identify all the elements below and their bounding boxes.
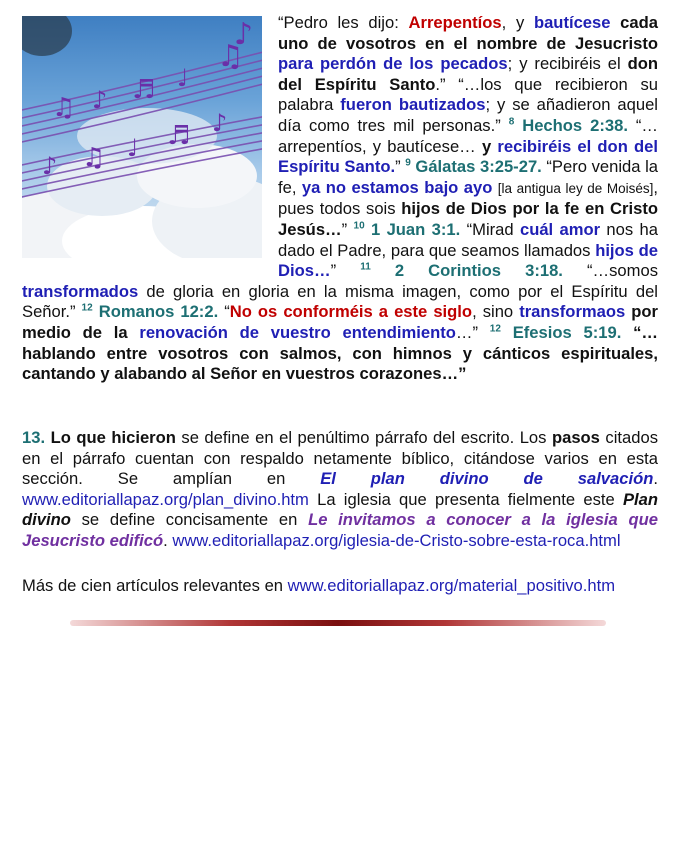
footnote-number: 8 bbox=[508, 116, 515, 128]
url-link-material-positivo[interactable]: www.editoriallapaz.org/material_positivo.htm bbox=[287, 576, 616, 595]
text-run: se define concisamente en bbox=[70, 510, 309, 530]
text-run: “Mirad bbox=[460, 219, 520, 239]
text-run: de gloria en gloria en la misma imagen, como por el Espíritu del Señor.” bbox=[22, 281, 658, 322]
text-run: se define en el penúltimo párrafo del escrito. Los bbox=[175, 428, 552, 447]
text-run: Más de cien artículos relevantes en bbox=[22, 576, 288, 595]
bold-text: pasos bbox=[551, 428, 600, 447]
highlight-blue: transformados bbox=[22, 281, 139, 301]
text-run: , pues todos sois bbox=[278, 177, 658, 219]
text-run: …” bbox=[455, 322, 490, 342]
text-run: “…arrepentíos, y bautícese… bbox=[278, 115, 659, 156]
text-run: “…somos bbox=[562, 261, 658, 281]
bible-quotes-paragraph bbox=[22, 13, 658, 385]
svg-text:♫: ♫ bbox=[82, 143, 106, 173]
scripture-reference: Romanos 12:2. bbox=[92, 302, 219, 322]
text-run: “Pedro les dijo: bbox=[278, 13, 409, 32]
text-run: ; y recibiréis el bbox=[507, 54, 628, 74]
highlight-red: Arrepentíos bbox=[408, 13, 502, 32]
article-title-link[interactable]: El plan divino de salvación bbox=[320, 469, 654, 489]
text-run: . bbox=[163, 530, 173, 550]
svg-text:♪: ♪ bbox=[234, 17, 254, 52]
url-link-iglesia[interactable]: www.editoriallapaz.org/iglesia-de-Cristo-sobre-esta-roca.html bbox=[172, 530, 621, 550]
scripture-reference: Gálatas 3:25-27. bbox=[410, 157, 542, 177]
bold-italic-text: Plan divino bbox=[22, 489, 658, 530]
scripture-reference: Efesios 5:19. bbox=[500, 322, 622, 342]
highlight-blue: fueron bautizados bbox=[340, 95, 486, 115]
bold-text: y bbox=[481, 136, 492, 156]
music-staff-icon bbox=[22, 16, 262, 258]
highlight-blue: cuál amor bbox=[519, 219, 601, 239]
footnote-number: 11 bbox=[360, 261, 371, 273]
footnote-number: 12 bbox=[489, 323, 501, 335]
bracket-note: [la antigua ley de Moisés] bbox=[497, 180, 654, 196]
highlight-blue: bautícese bbox=[533, 13, 611, 32]
svg-text:♫: ♫ bbox=[217, 39, 244, 74]
bold-text: “…hablando entre vosotros con salmos, con himnos y cánticos espirituales, cantando y alabando al Señor en vuestros corazones…” bbox=[22, 322, 658, 384]
footnote-number: 12 bbox=[81, 302, 93, 314]
highlight-blue: hijos de Dios… bbox=[278, 240, 658, 281]
note-number: 13. bbox=[22, 428, 46, 447]
bold-text: Lo que hicieron bbox=[45, 428, 176, 447]
text-run: ; y se añadieron aquel día como tres mil personas.” bbox=[278, 95, 658, 135]
text-run: “ bbox=[218, 302, 230, 322]
text-run: La iglesia que presenta fielmente este bbox=[308, 489, 623, 509]
highlight-red: No os conforméis a este siglo bbox=[229, 302, 473, 322]
url-link-plan-divino[interactable]: www.editoriallapaz.org/plan_divino.htm bbox=[22, 489, 309, 509]
text-run: , y bbox=[501, 13, 534, 32]
highlight-blue: ya no estamos bajo ayo bbox=[301, 177, 493, 197]
text-run: “Pero venida la fe, bbox=[278, 157, 659, 197]
music-notes-clouds-image bbox=[22, 16, 262, 258]
highlight-blue: recibiréis el don del Espíritu Santo. bbox=[278, 136, 658, 177]
text-run: .” “…los que recibieron su palabra bbox=[278, 74, 658, 115]
text-run: ” bbox=[395, 157, 406, 177]
text-run: . bbox=[653, 469, 659, 489]
svg-text:♩: ♩ bbox=[177, 64, 189, 92]
footnote-number: 9 bbox=[405, 157, 411, 169]
svg-text:♪: ♪ bbox=[92, 86, 108, 114]
highlight-blue: transformaos bbox=[519, 302, 626, 322]
scripture-reference: Hechos 2:38. bbox=[514, 115, 628, 135]
scripture-reference: 2 Corintios 3:18. bbox=[370, 261, 563, 281]
decorative-divider bbox=[70, 620, 606, 626]
bold-text: cada uno de vosotros en el nombre de Jesucristo bbox=[278, 13, 659, 53]
text-run: ” bbox=[341, 219, 354, 239]
text-run: , sino bbox=[472, 302, 520, 322]
footnote-number: 10 bbox=[353, 220, 365, 232]
bold-text: por medio de la bbox=[22, 302, 659, 342]
text-run: citados en el párrafo cuentan con respaldo netamente bíblico, citándose varios en esta sección. Se amplían en bbox=[22, 428, 659, 489]
note-13-paragraph bbox=[22, 428, 658, 552]
more-articles-paragraph bbox=[22, 576, 658, 597]
svg-text:♪: ♪ bbox=[42, 152, 58, 180]
highlight-blue: para perdón de los pecados bbox=[278, 54, 508, 74]
text-run: nos ha dado el Padre, para que seamos llamados bbox=[278, 219, 658, 260]
text-run: ” bbox=[330, 261, 361, 281]
svg-text:♬: ♬ bbox=[132, 75, 156, 105]
svg-text:♫: ♫ bbox=[52, 93, 76, 123]
svg-text:♩: ♩ bbox=[127, 134, 139, 162]
bold-text: hijos de Dios por la fe en Cristo Jesús… bbox=[278, 199, 658, 239]
bold-text: don del Espíritu Santo bbox=[278, 54, 658, 94]
scripture-reference: 1 Juan 3:1. bbox=[364, 219, 461, 239]
article-title-link[interactable]: Le invitamos a conocer a la iglesia que Jesucristo edificó bbox=[22, 510, 658, 550]
svg-text:♪: ♪ bbox=[212, 109, 228, 137]
svg-text:♬: ♬ bbox=[167, 121, 191, 151]
highlight-blue: renovación de vuestro entendimiento bbox=[139, 322, 456, 342]
